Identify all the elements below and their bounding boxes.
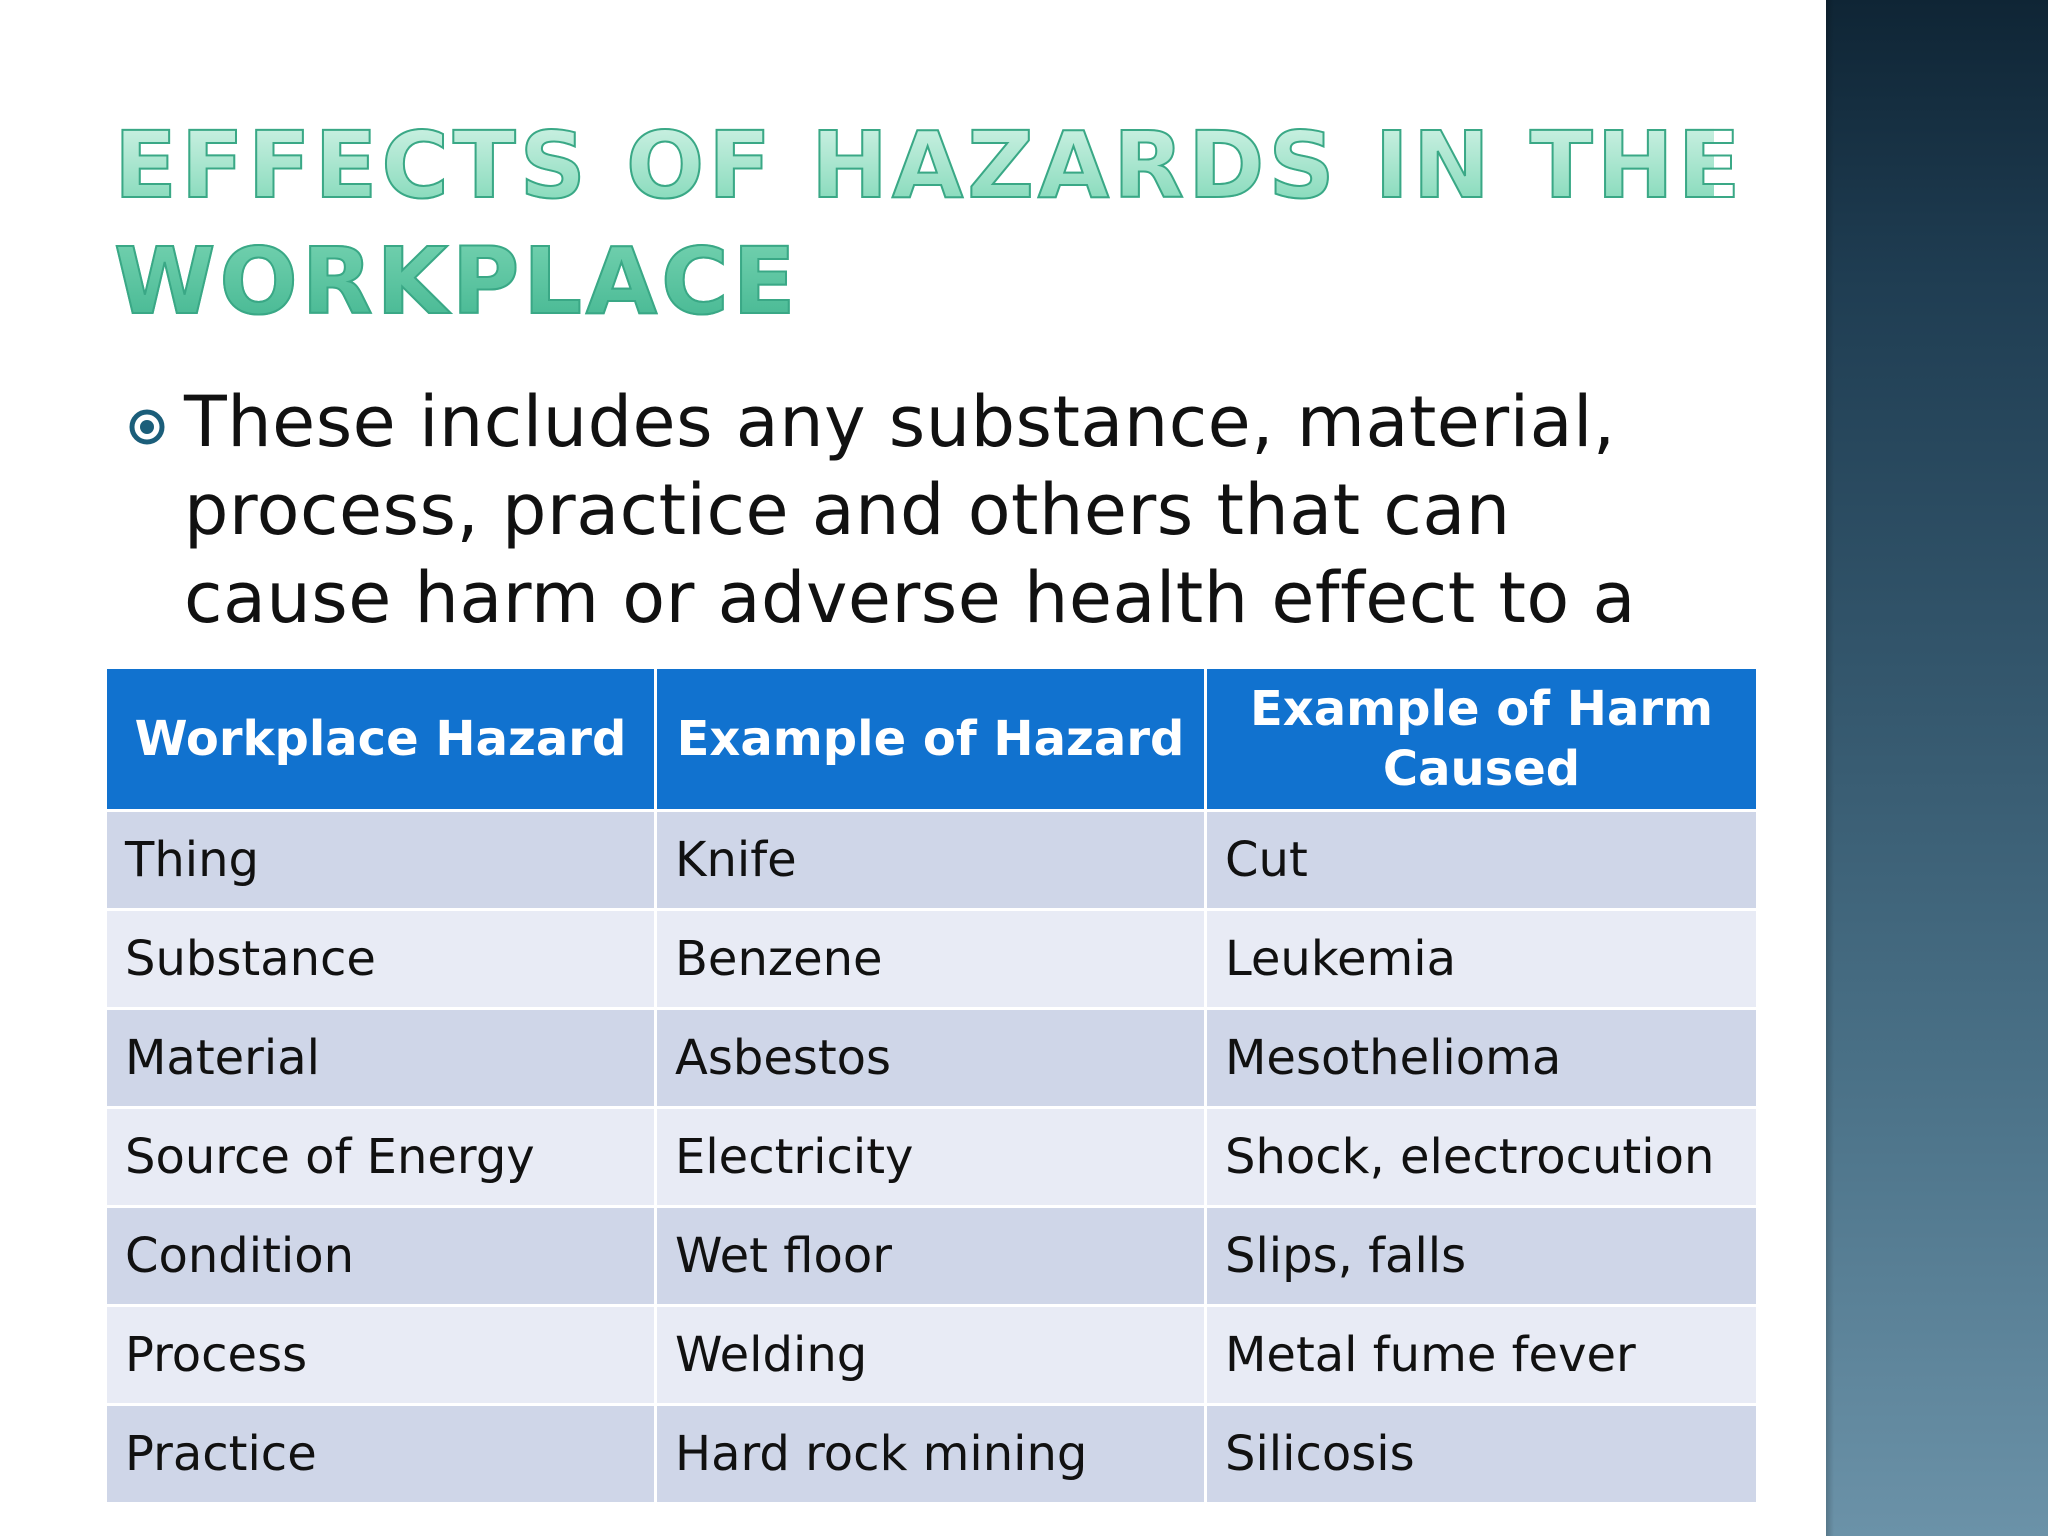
table-row (106, 1405, 1758, 1504)
table-cell: Condition (106, 1207, 656, 1306)
table-header-row (106, 668, 1758, 811)
table-cell: Hard rock mining (656, 1405, 1206, 1504)
circled-dot-icon (128, 408, 166, 446)
table-row (106, 1009, 1758, 1108)
hazards-table (104, 666, 1759, 1505)
table-cell: Slips, falls (1206, 1207, 1758, 1306)
table-cell: Benzene (656, 910, 1206, 1009)
table-cell: Asbestos (656, 1009, 1206, 1108)
table-cell: Leukemia (1206, 910, 1758, 1009)
table-row (106, 910, 1758, 1009)
title-line-1: EFFECTS OF HAZARDS IN THE (114, 112, 1745, 219)
header-example-of-hazard: Example of Hazard (656, 668, 1206, 811)
slide-title (114, 108, 1745, 340)
table-cell: Cut (1206, 811, 1758, 910)
table-row (106, 1207, 1758, 1306)
table-cell: Shock, electrocution (1206, 1108, 1758, 1207)
table-cell: Electricity (656, 1108, 1206, 1207)
decorative-side-panel (1826, 0, 2048, 1536)
header-workplace-hazard: Workplace Hazard (106, 668, 656, 811)
table-cell: Silicosis (1206, 1405, 1758, 1504)
table-cell: Practice (106, 1405, 656, 1504)
table-row (106, 1306, 1758, 1405)
table-row (106, 1108, 1758, 1207)
title-line-2: WORKPLACE (114, 228, 800, 335)
table-cell: Welding (656, 1306, 1206, 1405)
table-cell: Material (106, 1009, 656, 1108)
table-cell: Wet floor (656, 1207, 1206, 1306)
table-cell: Substance (106, 910, 656, 1009)
table-cell: Metal fume fever (1206, 1306, 1758, 1405)
table-cell: Source of Energy (106, 1108, 656, 1207)
bullet-text: These includes any substance, material, process, practice and others that can cause harm or adverse health effect to a (184, 381, 1636, 639)
table-cell: Knife (656, 811, 1206, 910)
header-example-of-harm: Example of Harm Caused (1206, 668, 1758, 811)
table-cell: Mesothelioma (1206, 1009, 1758, 1108)
table-row (106, 811, 1758, 910)
table-cell: Thing (106, 811, 656, 910)
table-cell: Process (106, 1306, 656, 1405)
